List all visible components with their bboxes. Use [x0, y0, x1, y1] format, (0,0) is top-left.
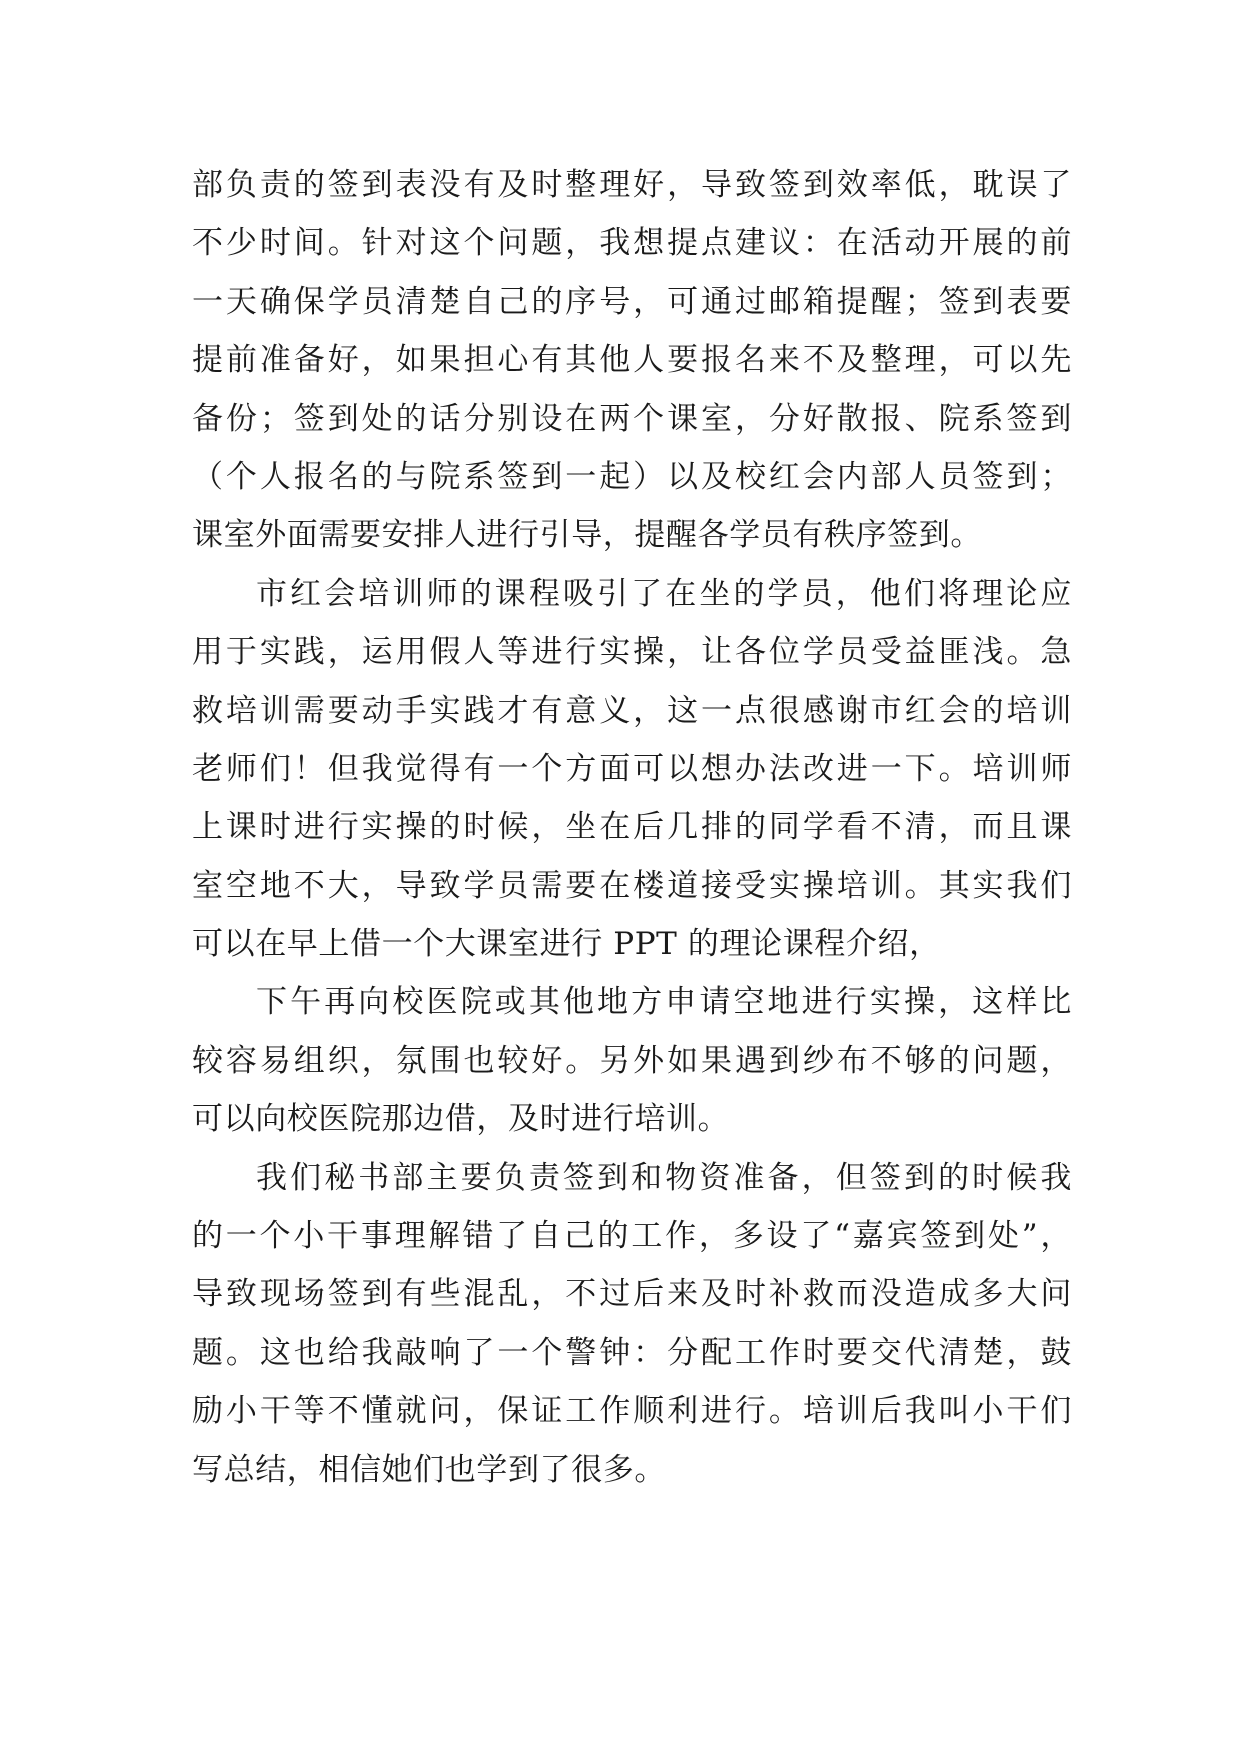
text-line: 一天确保学员清楚自己的序号，可通过邮箱提醒；签到表要 — [192, 283, 1072, 320]
text-line: 写总结，相信她们也学到了很多。 — [192, 1451, 666, 1488]
text-line: 老师们！但我觉得有一个方面可以想办法改进一下。培训师 — [192, 750, 1072, 787]
text-line: 可以在早上借一个大课室进行 PPT 的理论课程介绍， — [192, 926, 941, 963]
text-line: 题。这也给我敲响了一个警钟：分配工作时要交代清楚，鼓 — [192, 1334, 1072, 1371]
text-line: 不少时间。针对这个问题，我想提点建议：在活动开展的前 — [192, 225, 1072, 262]
text-line: 室空地不大，导致学员需要在楼道接受实操培训。其实我们 — [192, 867, 1072, 904]
text-line: 部负责的签到表没有及时整理好，导致签到效率低，耽误了 — [192, 167, 1072, 203]
text-line: 的一个小干事理解错了自己的工作，多设了“嘉宾签到处”， — [192, 1218, 1072, 1255]
text-line: 较容易组织，氛围也较好。另外如果遇到纱布不够的问题， — [192, 1042, 1072, 1079]
text-line: 励小干等不懂就问，保证工作顺利进行。培训后我叫小干们 — [192, 1393, 1072, 1430]
text-line: 救培训需要动手实践才有意义，这一点很感谢市红会的培训 — [192, 692, 1072, 729]
text-line: 导致现场签到有些混乱，不过后来及时补救而没造成多大问 — [192, 1276, 1072, 1313]
text-line: 备份；签到处的话分别设在两个课室，分好散报、院系签到 — [192, 400, 1072, 437]
text-line: 课室外面需要安排人进行引导，提醒各学员有秩序签到。 — [192, 517, 982, 554]
text-line: 可以向校医院那边借，及时进行培训。 — [192, 1101, 730, 1138]
text-line: 我们秘书部主要负责签到和物资准备，但签到的时候我 — [256, 1159, 1072, 1196]
text-line: 上课时进行实操的时候，坐在后几排的同学看不清，而且课 — [192, 809, 1072, 846]
text-line: 提前准备好，如果担心有其他人要报名来不及整理，可以先 — [192, 342, 1072, 379]
document-body — [192, 156, 1072, 1499]
text-line: 市红会培训师的课程吸引了在坐的学员，他们将理论应 — [256, 575, 1072, 612]
text-line: 下午再向校医院或其他地方申请空地进行实操，这样比 — [256, 984, 1072, 1021]
text-line: （个人报名的与院系签到一起）以及校红会内部人员签到； — [192, 458, 1072, 495]
text-line: 用于实践，运用假人等进行实操，让各位学员受益匪浅。急 — [192, 634, 1072, 671]
